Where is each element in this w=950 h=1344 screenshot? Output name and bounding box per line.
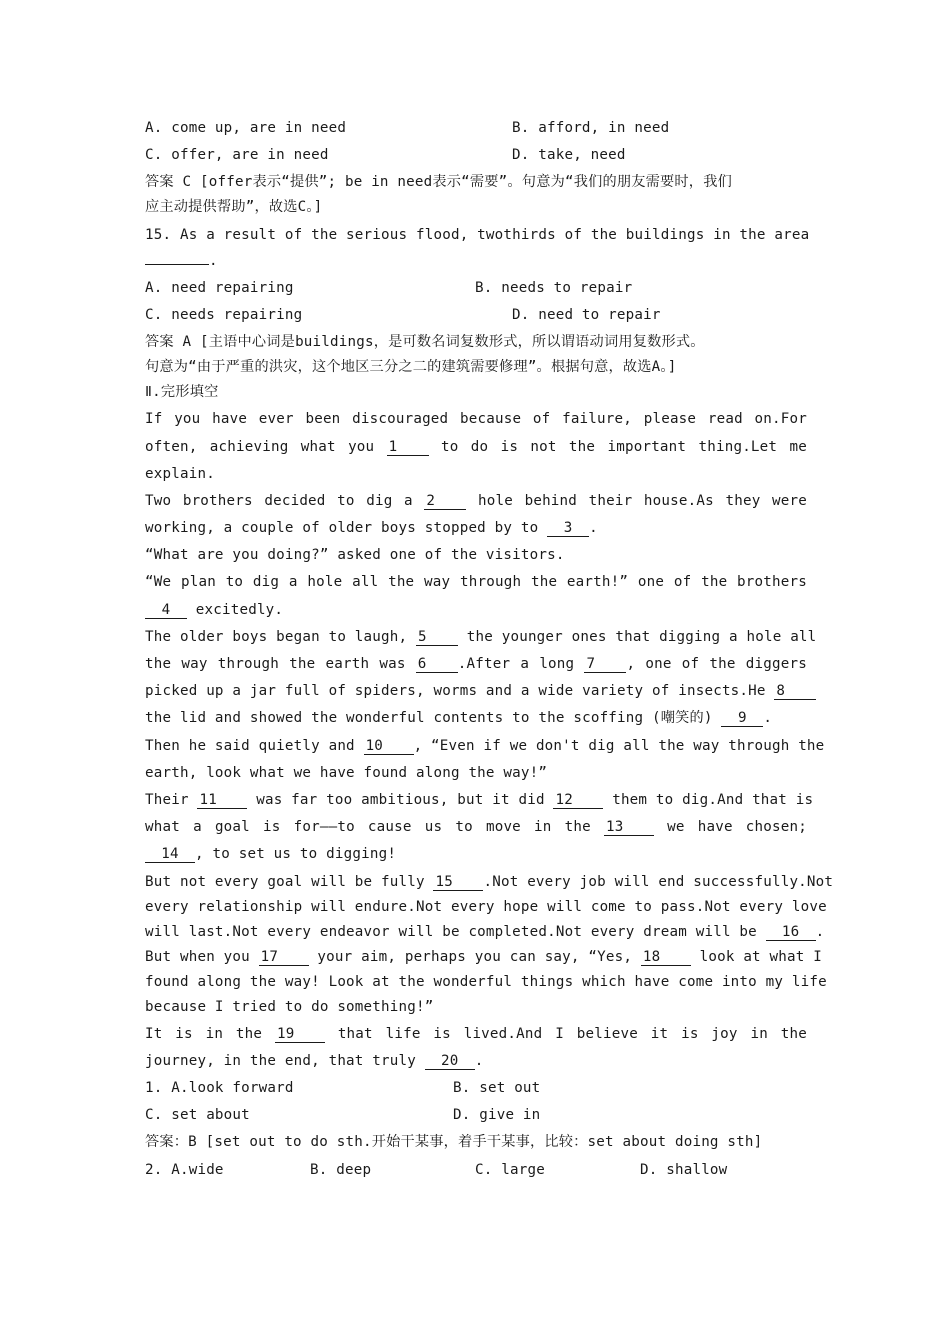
answer-q1-options-row-1 xyxy=(145,1078,807,1098)
q14-option-c: C. offer, are in need xyxy=(145,147,329,164)
passage-line xyxy=(145,437,807,457)
cloze-blank-20[interactable]: 20 xyxy=(425,1053,475,1070)
q2-option-b: B. deep xyxy=(310,1161,372,1178)
q15-answer-line-1: 答案 A [主语中心词是buildings，是可数名词复数形式，所以谓语动词用复数形式。 xyxy=(145,334,705,351)
q14-option-a: A. come up, are in need xyxy=(145,120,347,136)
passage-text: your aim, perhaps you can say, “Yes, xyxy=(317,948,633,965)
answer-q1-options-row-2 xyxy=(145,1105,807,1125)
q2-option-d: D. shallow xyxy=(640,1161,728,1178)
passage-line xyxy=(145,947,822,967)
cloze-blank-7[interactable]: 7 xyxy=(584,656,626,673)
cloze-blank-6[interactable]: 6 xyxy=(416,656,458,673)
q14-answer-line-1: 答案 C [offer表示“提供”; be in need表示“需要”。句意为“我们的朋友需要时，我们 xyxy=(145,174,732,191)
q1-option-d: D. give in xyxy=(453,1107,541,1124)
q14-option-d: D. take, need xyxy=(512,147,626,164)
passage-text: to do is not the important thing.Let me xyxy=(440,438,807,455)
passage-text: the way through the earth was xyxy=(145,656,406,672)
q2-option-a: 2. A.wide xyxy=(145,1161,224,1178)
cloze-blank-4[interactable]: 4 xyxy=(145,602,187,619)
cloze-blank-8[interactable]: 8 xyxy=(774,683,816,700)
passage-text: them to dig.And that is xyxy=(612,791,814,808)
passage-line: explain. xyxy=(145,465,215,482)
passage-line: earth, look what we have found along the way!” xyxy=(145,764,548,781)
q15-options-row-2 xyxy=(145,305,807,325)
passage-text: the younger ones that digging a hole all xyxy=(466,628,817,645)
passage-text: , to set us to digging! xyxy=(195,846,397,863)
passage-line: journey, in the end, that truly 20 . xyxy=(145,1052,484,1069)
passage-line: found along the way! Look at the wonderful things which have come into my life xyxy=(145,973,827,990)
q1-answer: 答案：B [set out to do sth.开始干某事，着手干某事，比较：set about doing sth] xyxy=(145,1134,763,1151)
passage-line xyxy=(145,681,807,701)
q15-stem: 15. As a result of the serious flood, twothirds of the buildings in the area xyxy=(145,226,810,243)
passage-text: .After a long xyxy=(457,656,575,672)
q1-option-c: C. set about xyxy=(145,1107,250,1124)
passage-line xyxy=(145,600,807,620)
section-title: Ⅱ.完形填空 xyxy=(145,384,219,401)
document-page xyxy=(145,118,834,1187)
passage-line: the lid and showed the wonderful contents to the scoffing (嘲笑的) 9 . xyxy=(145,710,773,727)
passage-line xyxy=(145,1024,807,1044)
q15-option-c: C. needs repairing xyxy=(145,306,303,323)
passage-line xyxy=(145,654,807,674)
passage-line: “We plan to dig a hole all the way through the earth!” one of the brothers xyxy=(145,574,807,591)
passage-text: Then he said quietly and xyxy=(145,737,355,754)
cloze-blank-17[interactable]: 17 xyxy=(259,949,309,966)
cloze-blank-1[interactable]: 1 xyxy=(387,439,429,456)
passage-line: “What are you doing?” asked one of the visitors. xyxy=(145,547,565,564)
cloze-blank-13[interactable]: 13 xyxy=(604,819,654,836)
passage-text: was far too ambitious, but it did xyxy=(256,791,545,808)
passage-line: working, a couple of older boys stopped by to 3 . xyxy=(145,520,598,537)
q15-answer-line-2: 句意为“由于严重的洪灾，这个地区三分之二的建筑需要修理”。根据句意，故选A。] xyxy=(145,359,677,376)
passage-text: excitedly. xyxy=(195,601,284,618)
q14-options-row-2 xyxy=(145,145,807,165)
passage-text: what a goal is for——to cause us to move in the xyxy=(145,819,591,836)
cloze-blank-5[interactable]: 5 xyxy=(416,629,458,646)
cloze-blank-15[interactable]: 15 xyxy=(433,874,483,891)
passage-text: will last.Not every endeavor will be completed.Not every dream will be xyxy=(145,923,757,940)
cloze-blank-3[interactable]: 3 xyxy=(547,520,589,537)
cloze-blank-16[interactable]: 16 xyxy=(766,924,816,941)
passage-text: The older boys began to laugh, xyxy=(145,628,408,645)
passage-text: hole behind their house.As they were xyxy=(478,492,807,509)
passage-line xyxy=(145,627,817,647)
cloze-blank-11[interactable]: 11 xyxy=(197,792,247,809)
q15-blank xyxy=(145,250,209,265)
passage-text: that life is lived.And I believe it is joy in the xyxy=(337,1025,807,1042)
cloze-blank-19[interactable]: 19 xyxy=(275,1026,325,1043)
q14-options-row-1 xyxy=(145,118,807,138)
passage-line xyxy=(145,736,825,756)
q14-option-b: B. afford, in need xyxy=(512,120,670,136)
q15-options-row-1 xyxy=(145,278,807,298)
q1-option-b: B. set out xyxy=(453,1080,541,1097)
passage-text: Two brothers decided to dig a xyxy=(145,492,413,509)
passage-line: will last.Not every endeavor will be completed.Not every dream will be 16 . xyxy=(145,923,825,940)
passage-text: It is in the xyxy=(145,1025,263,1042)
cloze-blank-14[interactable]: 14 xyxy=(145,846,195,863)
passage-line: every relationship will endure.Not every hope will come to pass.Not every love xyxy=(145,898,827,915)
q15-option-b: B. needs to repair xyxy=(475,279,633,296)
cloze-blank-10[interactable]: 10 xyxy=(364,738,414,755)
q14-answer-line-2: 应主动提供帮助”，故选C。] xyxy=(145,199,323,216)
passage-line xyxy=(145,872,834,892)
passage-text: journey, in the end, that truly xyxy=(145,1052,416,1069)
q15-option-a: A. need repairing xyxy=(145,279,294,296)
q2-option-c: C. large xyxy=(475,1161,545,1178)
passage-text: .Not every job will end successfully.Not xyxy=(483,873,834,890)
passage-text: But when you xyxy=(145,948,250,965)
passage-text: working, a couple of older boys stopped by to xyxy=(145,520,539,537)
q15-stem-end: . xyxy=(209,252,218,269)
cloze-blank-9[interactable]: 9 xyxy=(721,710,763,727)
passage-line xyxy=(145,817,807,837)
passage-line xyxy=(145,790,814,810)
answer-q2-options-row xyxy=(145,1160,807,1180)
passage-text: look at what I xyxy=(699,948,822,965)
cloze-blank-12[interactable]: 12 xyxy=(553,792,603,809)
passage-text: Their xyxy=(145,791,189,808)
cloze-blank-2[interactable]: 2 xyxy=(424,493,466,510)
passage-text: But not every goal will be fully xyxy=(145,873,425,890)
passage-text: often, achieving what you xyxy=(145,438,375,455)
passage-text: the lid and showed the wonderful contents to the scoffing (嘲笑的) xyxy=(145,710,713,727)
q15-stem-blank-line xyxy=(145,250,807,271)
passage-text: , “Even if we don't dig all the way through the xyxy=(413,737,825,754)
passage-line: If you have ever been discouraged because of failure, please read on.For xyxy=(145,411,807,428)
passage-text: picked up a jar full of spiders, worms and a wide variety of insects.He xyxy=(145,683,766,700)
cloze-blank-18[interactable]: 18 xyxy=(641,949,691,966)
q1-option-a: 1. A.look forward xyxy=(145,1080,294,1097)
passage-line xyxy=(145,491,807,511)
passage-text: , one of the diggers xyxy=(626,656,807,672)
passage-text: we have chosen; xyxy=(667,819,807,836)
passage-line xyxy=(145,844,807,864)
q15-option-d: D. need to repair xyxy=(512,306,661,323)
passage-line: because I tried to do something!” xyxy=(145,998,434,1015)
